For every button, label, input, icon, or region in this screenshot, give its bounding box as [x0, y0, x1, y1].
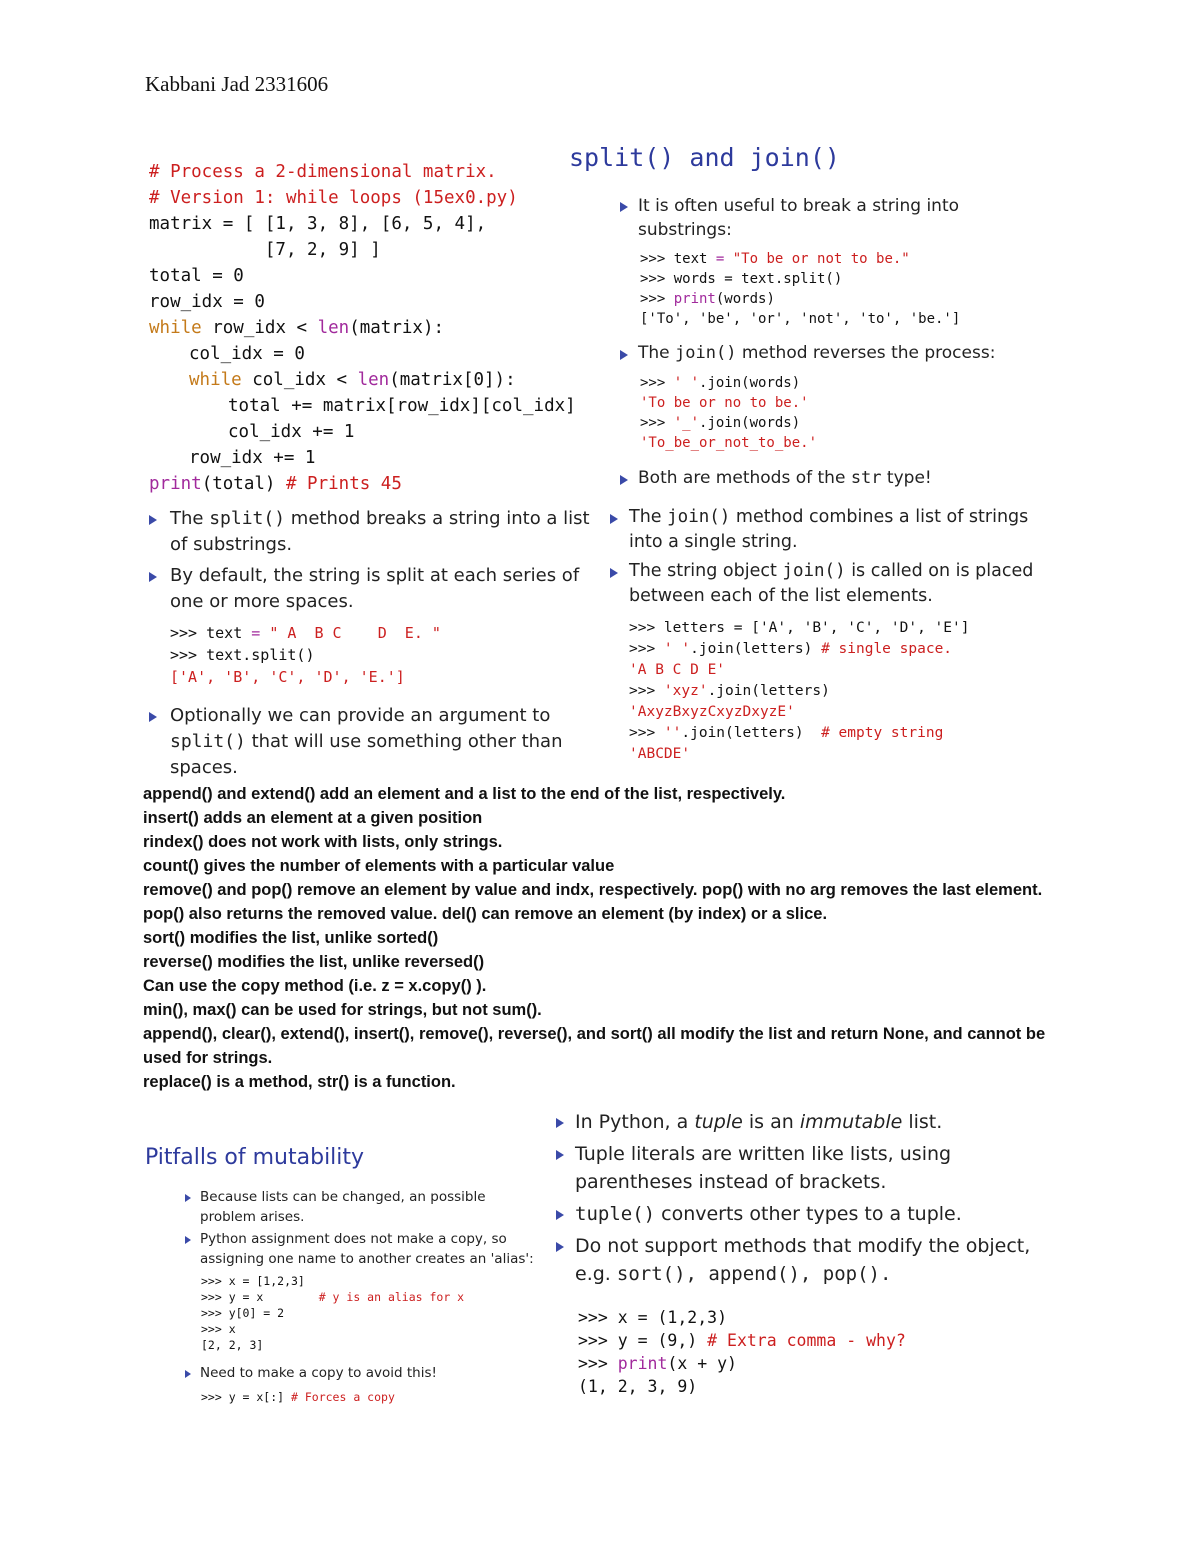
bullet-text	[638, 341, 1038, 365]
code-keyword: while	[149, 318, 202, 338]
text: The	[638, 343, 676, 363]
code-builtin: print	[673, 291, 716, 307]
bullet-arrow-icon	[620, 350, 628, 360]
code-line: matrix = [ [1, 3, 8], [6, 5, 4],	[149, 214, 487, 234]
code-builtin: len	[357, 370, 390, 390]
code-comment: # Process a 2-dimensional matrix.	[149, 162, 497, 182]
code-line: total = 0	[149, 266, 244, 286]
text: Do not support methods that modify the object,	[575, 1235, 1031, 1257]
slide-title: Pitfalls of mutability	[145, 1145, 365, 1170]
code-line	[640, 415, 800, 431]
bullet-text	[575, 1200, 1055, 1228]
code-line: >>> y[0] = 2	[201, 1306, 285, 1320]
note-line: remove() and pop() remove an element by value and indx, respectively. pop() with no arg removes the last element. pop() also returns the removed value. del() can remove an element (by index) or a slice.	[143, 881, 1043, 923]
bullet-arrow-icon	[149, 572, 157, 582]
bullet-arrow-icon	[556, 1150, 564, 1160]
note-line: min(), max() can be used for strings, but not sum().	[143, 1001, 542, 1019]
emphasis: immutable	[799, 1111, 903, 1133]
note-line: count() gives the number of elements with a particular value	[143, 857, 615, 875]
code-line: >>> text.split()	[170, 646, 315, 664]
code-string: ' '	[663, 641, 691, 657]
code-line: [7, 2, 9] ]	[149, 240, 381, 260]
code-line	[629, 725, 943, 741]
emphasis: tuple	[694, 1111, 743, 1133]
code-text: >>> y = x[:]	[201, 1390, 292, 1404]
text: one or more spaces.	[170, 591, 354, 612]
bullet-arrow-icon	[610, 568, 618, 578]
code-text: >>>	[640, 415, 674, 431]
bullet-text	[575, 1108, 1055, 1136]
code-line: >>> x = [1,2,3]	[201, 1274, 305, 1288]
code-operator: =	[251, 624, 261, 642]
bullet-text	[629, 559, 1049, 609]
text: parentheses instead of brackets.	[575, 1171, 887, 1193]
text: The	[170, 508, 210, 529]
text: By default, the string is split at each series of	[170, 565, 580, 586]
code-text: .join(words)	[699, 415, 801, 431]
code-line: row_idx += 1	[189, 448, 316, 468]
code-output: ['A', 'B', 'C', 'D', 'E.']	[170, 668, 405, 686]
code-text: .join(words)	[699, 375, 801, 391]
note-line: reverse() modifies the list, unlike reversed()	[143, 953, 485, 971]
note-line: append(), clear(), extend(), insert(), remove(), reverse(), and sort() all modify the list and return None, and cannot be used for strings.	[143, 1025, 1046, 1067]
code-line: total += matrix[row_idx][col_idx]	[228, 396, 576, 416]
code-string: " A B C D E. "	[260, 624, 441, 642]
code-output: 'To_be_or_not_to_be.'	[640, 435, 818, 451]
text: Optionally we can provide an argument to	[170, 705, 551, 726]
text: substrings:	[638, 220, 732, 240]
code-line	[578, 1331, 906, 1350]
text: Tuple literals are written like lists, using	[575, 1143, 952, 1165]
text: method combines a list of strings	[730, 507, 1029, 527]
bullet-arrow-icon	[185, 1194, 191, 1202]
code-line	[201, 1390, 395, 1404]
code-text: >>>	[629, 683, 664, 699]
code-comment: # y is an alias for x	[318, 1290, 465, 1304]
code-line: col_idx += 1	[228, 422, 355, 442]
bullet-text	[170, 506, 600, 558]
bullet-arrow-icon	[620, 475, 628, 485]
code-line	[149, 474, 402, 494]
bullet-text	[575, 1232, 1055, 1288]
code-line: >>> letters = ['A', 'B', 'C', 'D', 'E']	[629, 620, 970, 636]
code-text: >>> y = x	[201, 1290, 319, 1304]
code-output: ['To', 'be', 'or', 'not', 'to', 'be.']	[640, 311, 961, 327]
note-line: replace() is a method, str() is a function.	[143, 1073, 456, 1091]
code-builtin: len	[317, 318, 350, 338]
code-line: col_idx = 0	[189, 344, 305, 364]
inline-code: split()	[170, 731, 246, 752]
code-text: >>>	[578, 1354, 618, 1373]
inline-code: join()	[675, 343, 737, 363]
bullet-text: Need to make a copy to avoid this!	[200, 1365, 437, 1381]
code-line: row_idx = 0	[149, 292, 265, 312]
code-line	[149, 318, 444, 338]
text: It is often useful to break a string into	[638, 196, 960, 216]
code-line	[640, 375, 800, 391]
code-comment: # single space.	[821, 641, 953, 657]
code-text: >>> text	[640, 251, 716, 267]
code-output: 'To be or no to be.'	[640, 395, 809, 411]
code-string: ' '	[673, 375, 700, 391]
note-line: append() and extend() add an element and a list to the end of the list, respectively.	[143, 785, 786, 803]
inline-code: join()	[667, 507, 731, 527]
bullet-text	[638, 466, 1038, 490]
code-line	[201, 1290, 464, 1304]
text: is an	[742, 1111, 800, 1133]
code-text: >>>	[629, 641, 664, 657]
code-text: (words)	[715, 291, 775, 307]
bullet-text	[629, 505, 1049, 555]
code-output: 'ABCDE'	[629, 746, 691, 762]
code-line	[629, 683, 830, 699]
bullet-text	[170, 703, 600, 781]
text: converts other types to a tuple.	[655, 1203, 962, 1225]
bullet-arrow-icon	[556, 1242, 564, 1252]
code-text: (x + y)	[667, 1354, 737, 1373]
code-builtin: print	[617, 1354, 668, 1373]
code-line	[640, 291, 775, 307]
code-text: >>>	[629, 725, 664, 741]
code-line	[640, 251, 910, 267]
slide-title: split() and join()	[569, 143, 840, 172]
code-comment: # empty string	[821, 725, 944, 741]
text: list.	[902, 1111, 943, 1133]
text: method breaks a string into a list	[285, 508, 590, 529]
code-builtin: print	[149, 474, 202, 494]
code-line	[189, 370, 516, 390]
code-text: .join(letters)	[690, 641, 822, 657]
bullet-text	[200, 1187, 540, 1227]
code-line: >>> words = text.split()	[640, 271, 843, 287]
bullet-arrow-icon	[149, 712, 157, 722]
code-text: >>>	[640, 375, 674, 391]
note-line: sort() modifies the list, unlike sorted()	[143, 929, 439, 947]
bullet-arrow-icon	[149, 515, 157, 525]
code-string: 'xyz'	[663, 683, 708, 699]
bullet-arrow-icon	[556, 1210, 564, 1220]
code-string: "To be or not to be."	[724, 251, 910, 267]
code-text: col_idx <	[241, 370, 358, 390]
text: e.g.	[575, 1263, 617, 1285]
code-text: (total)	[201, 474, 286, 494]
code-output: 'AxyzBxyzCxyzDxyzE'	[629, 704, 795, 720]
code-text: >>> y = (9,)	[578, 1331, 708, 1350]
code-comment: # Prints 45	[285, 474, 402, 494]
code-comment: # Extra comma - why?	[707, 1331, 906, 1350]
text: that will use something other than	[245, 731, 563, 752]
inline-code: sort(), append(), pop().	[616, 1263, 892, 1285]
text: is called on is placed	[845, 561, 1034, 581]
text: of substrings.	[170, 534, 293, 555]
text: assigning one name to another creates an 'alias':	[200, 1251, 534, 1267]
bullet-text	[575, 1140, 1055, 1196]
note-line: rindex() does not work with lists, only strings.	[143, 833, 503, 851]
inline-code: join()	[782, 561, 846, 581]
bullet-text	[170, 563, 600, 615]
text: between each of the list elements.	[629, 586, 933, 606]
bullet-arrow-icon	[185, 1236, 191, 1244]
code-text: (matrix):	[349, 318, 445, 338]
bullet-text	[200, 1229, 540, 1269]
note-line: Can use the copy method (i.e. z = x.copy() ).	[143, 977, 487, 995]
code-line	[629, 641, 952, 657]
inline-code: split()	[209, 508, 286, 529]
text: The	[629, 507, 668, 527]
text: The string object	[629, 561, 783, 581]
code-line	[170, 624, 441, 642]
code-output: (1, 2, 3, 9)	[578, 1377, 698, 1396]
code-string: '_'	[673, 415, 700, 431]
bullet-arrow-icon	[185, 1370, 191, 1378]
code-text: (matrix[0]):	[389, 370, 516, 390]
text: type!	[881, 468, 932, 488]
text: Because lists can be changed, an possible	[200, 1189, 486, 1205]
bullet-arrow-icon	[620, 202, 628, 212]
text: In Python, a	[575, 1111, 695, 1133]
code-output: 'A B C D E'	[629, 662, 726, 678]
code-text: >>> text	[170, 624, 252, 642]
inline-code: tuple()	[575, 1203, 656, 1225]
code-operator: =	[715, 251, 725, 267]
code-keyword: while	[189, 370, 242, 390]
code-text: .join(letters)	[681, 725, 822, 741]
code-text: row_idx <	[201, 318, 318, 338]
bullet-text	[638, 194, 1038, 242]
code-string: ''	[663, 725, 682, 741]
text: problem arises.	[200, 1209, 305, 1225]
code-line: >>> x = (1,2,3)	[578, 1308, 728, 1327]
text: Both are methods of the	[638, 468, 851, 488]
code-comment: # Version 1: while loops (15ex0.py)	[149, 188, 518, 208]
code-line: >>> x	[201, 1322, 236, 1336]
code-output: [2, 2, 3]	[201, 1338, 264, 1352]
code-text: >>>	[640, 291, 674, 307]
bullet-arrow-icon	[556, 1118, 564, 1128]
text: spaces.	[170, 757, 238, 778]
text: Python assignment does not make a copy, so	[200, 1231, 507, 1247]
bullet-arrow-icon	[610, 514, 618, 524]
text: into a single string.	[629, 532, 798, 552]
note-line: insert() adds an element at a given position	[143, 809, 483, 827]
inline-code: str	[850, 468, 882, 488]
code-line	[578, 1354, 737, 1373]
text: method reverses the process:	[736, 343, 996, 363]
code-text: .join(letters)	[707, 683, 830, 699]
code-comment: # Forces a copy	[291, 1390, 395, 1404]
author-header: Kabbani Jad 2331606	[145, 72, 329, 96]
